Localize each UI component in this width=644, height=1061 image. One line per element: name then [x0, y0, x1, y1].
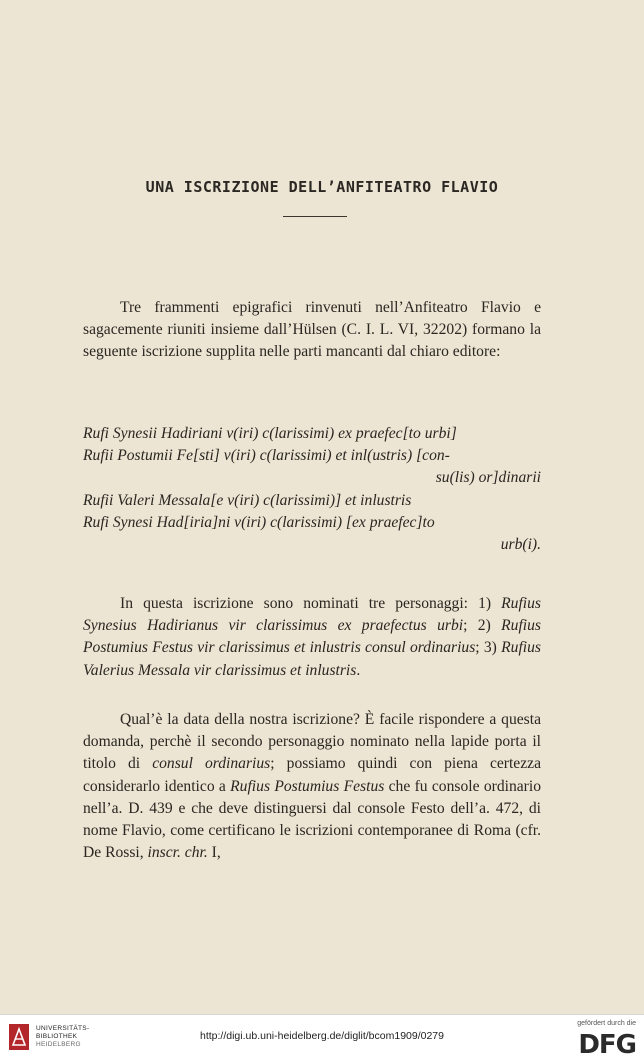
- funded-label: gefördert durch die: [577, 1020, 636, 1027]
- library-line: UNIVERSITÄTS-: [36, 1025, 90, 1032]
- italic-term: consul ordinarius: [152, 755, 271, 773]
- inscription-line: su(lis) or]dinarii: [435, 469, 541, 487]
- viewer-footer: [0, 1014, 644, 1061]
- inscription-line: Rufi Synesi Had[iria]ni v(iri) c(larissimi) [ex praefec]to: [83, 513, 435, 531]
- inscription-block: [83, 423, 541, 556]
- inscription-line: Rufii Postumii Fe[sti] v(iri) c(larissimi) et inl(ustris) [con-: [83, 447, 450, 465]
- persons-paragraph: [83, 593, 541, 682]
- title-divider: [283, 216, 347, 217]
- italic-citation: inscr. chr.: [147, 844, 208, 862]
- text-run: In questa iscrizione sono nominati tre personaggi: 1): [120, 595, 502, 612]
- library-line: BIBLIOTHEK: [36, 1033, 78, 1040]
- inscription-line: urb(i).: [500, 536, 541, 554]
- italic-name: Rufius Valerius Messala vir clarissimus et inlustris: [83, 639, 541, 679]
- text-run: che fu console ordinario nell’a. D. 439 e che deve distinguersi dal console Festo dell’a. 472, di nome Flavio, come certificano le iscrizioni contemporanee di Roma (cfr. De Rossi,: [83, 777, 541, 862]
- date-paragraph: [83, 709, 541, 864]
- italic-name: Rufius Postumius Festus: [230, 777, 385, 795]
- text-run: .: [356, 661, 361, 679]
- text-run: Qual’è la data della nostra iscrizione? È facile rispondere a questa domanda, perchè il secondo personaggio nominato nella lapide porta il titolo di: [83, 711, 541, 773]
- text-run: ; 3): [475, 639, 502, 657]
- permalink-url[interactable]: http://digi.ub.uni-heidelberg.de/diglit/bcom1909/0279: [199, 1030, 444, 1042]
- text-run: ; possiamo quindi con piena certezza considerarlo identico a: [83, 755, 541, 795]
- dfg-logo: DFG: [578, 1030, 636, 1060]
- italic-name: Rufius Synesius Hadirianus vir clarissimus ex praefectus urbi: [83, 595, 541, 635]
- text-run: ; 2): [463, 617, 502, 635]
- text-run: I,: [207, 844, 221, 862]
- inscription-line: Rufii Valeri Messala[e v(iri) c(larissimi)] et inlustris: [83, 491, 412, 509]
- italic-name: Rufius Postumius Festus vir clarissimus et inlustris consul ordinarius: [83, 617, 541, 657]
- library-line: HEIDELBERG: [36, 1041, 81, 1048]
- inscription-line: Rufi Synesii Hadiriani v(iri) c(larissimi) ex praefec[to urbi]: [83, 425, 457, 442]
- intro-paragraph: Tre frammenti epigrafici rinvenuti nell’Anfiteatro Flavio e sagacemente riuniti insieme dall’Hülsen (C. I. L. VI, 32202) formano la seguente iscrizione supplita nelle parti mancanti dal chiaro editore:: [83, 299, 541, 361]
- page-title: UNA ISCRIZIONE DELL’ANFITEATRO FLAVIO: [145, 178, 499, 196]
